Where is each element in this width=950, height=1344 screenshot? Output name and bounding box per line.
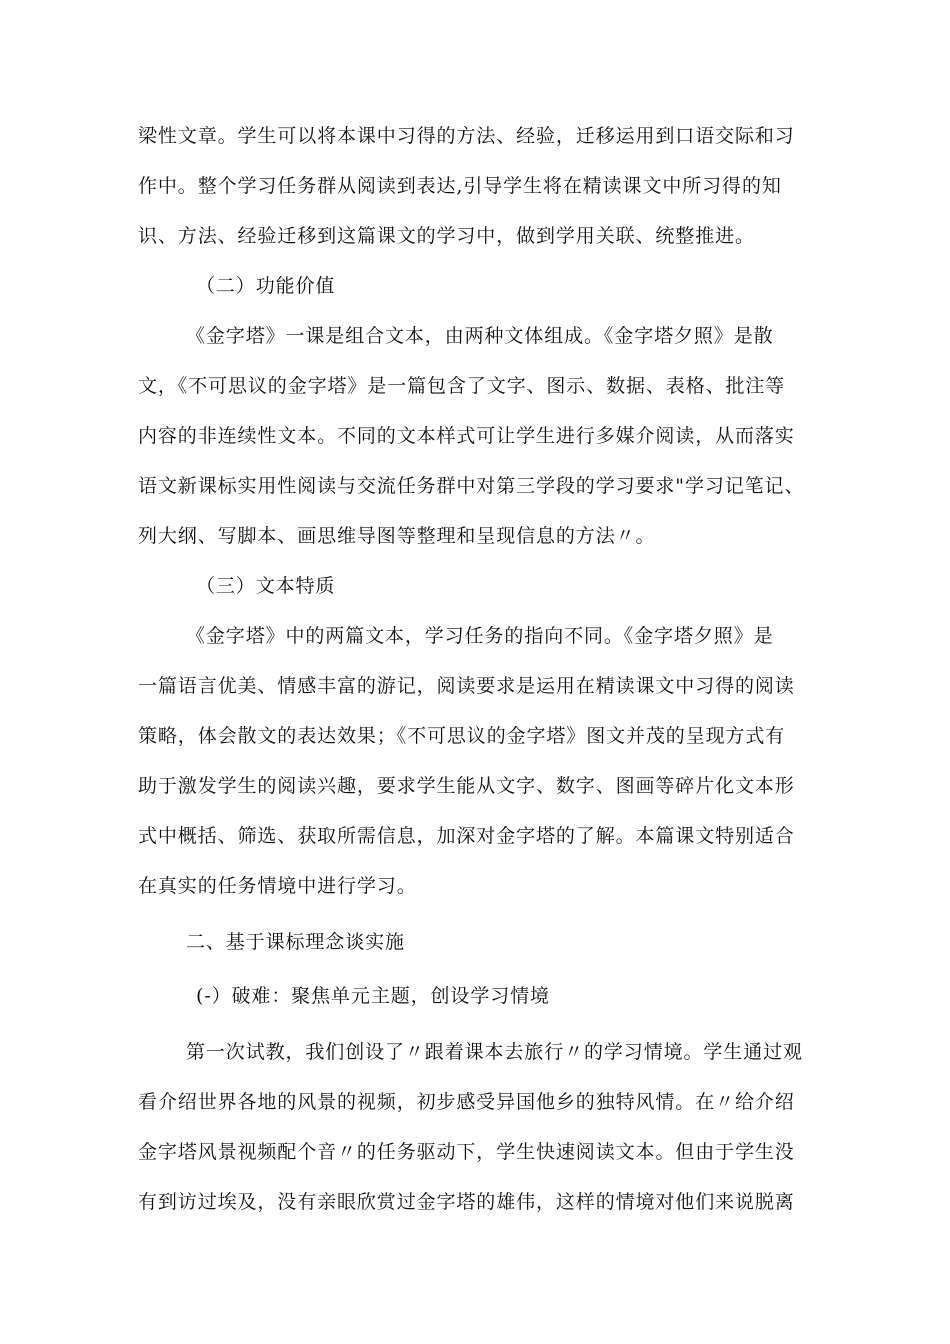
paragraph-line: 《金字塔》一课是组合文本，由两种文体组成。《金字塔夕照》是散 [186, 325, 774, 347]
subsection-heading: （二）功能价值 [196, 275, 336, 297]
paragraph-line: 文，《不可思议的金字塔》是一篇包含了文字、图示、数据、表格、批注等 [138, 375, 786, 397]
paragraph-line: 梁性文章。学生可以将本课中习得的方法、经验，迁移运用到口语交际和习 [138, 125, 795, 147]
section-heading: 二、基于课标理念谈实施 [186, 931, 405, 953]
paragraph-line: 语文新课标实用性阅读与交流任务群中对第三学段的学习要求"学习记笔记、 [138, 475, 805, 497]
paragraph-line: 助于激发学生的阅读兴趣，要求学生能从文字、数字、图画等碎片化文本形 [138, 775, 795, 797]
paragraph-line: 内容的非连续性文本。不同的文本样式可让学生进行多媒介阅读，从而落实 [138, 425, 795, 447]
paragraph-line: 一篇语言优美、情感丰富的游记，阅读要求是运用在精读课文中习得的阅读 [138, 675, 795, 697]
paragraph-line: 有到访过埃及，没有亲眼欣赏过金字塔的雄伟，这样的情境对他们来说脱离 [138, 1191, 795, 1213]
paragraph-line: 金字塔风景视频配个音〃的任务驱动下，学生快速阅读文本。但由于学生没 [138, 1141, 795, 1163]
paragraph-line: 《金字塔》中的两篇文本，学习任务的指向不同。《金字塔夕照》是 [186, 625, 774, 647]
paragraph-line: 式中概括、筛选、获取所需信息，加深对金字塔的了解。本篇课文特别适合 [138, 825, 795, 847]
paragraph-line: 识、方法、经验迁移到这篇课文的学习中，做到学用关联、统整推进。 [138, 225, 755, 247]
paragraph-line: 列大纲、写脚本、画思维导图等整理和呈现信息的方法〃。 [138, 525, 656, 547]
paragraph-line: 作中。整个学习任务群从阅读到表达,引导学生将在精读课文中所习得的知 [138, 175, 782, 197]
subsection-heading: (-）破难：聚焦单元主题，创设学习情境 [196, 985, 550, 1007]
paragraph-line: 第一次试教，我们创设了〃跟着课本去旅行〃的学习情境。学生通过观 [186, 1041, 803, 1063]
subsection-heading: （三）文本特质 [196, 575, 336, 597]
paragraph-line: 看介绍世界各地的风景的视频，初步感受异国他乡的独特风情。在〃给介绍 [138, 1091, 795, 1113]
paragraph-line: 策略，体会散文的表达效果；《不可思议的金字塔》图文并茂的呈现方式有 [138, 725, 786, 747]
paragraph-line: 在真实的任务情境中进行学习。 [138, 875, 417, 897]
